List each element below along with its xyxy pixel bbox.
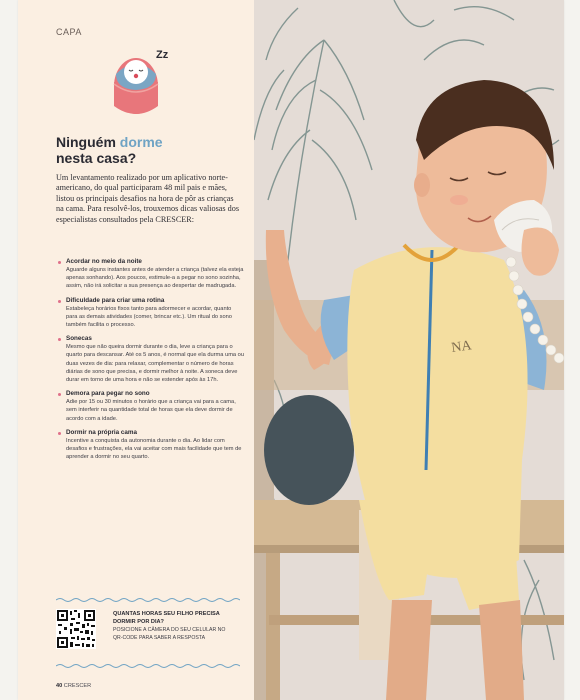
headline-part2: nesta casa?: [56, 150, 137, 166]
tip-body: Incentive a conquista da autonomia durante o dia. Ao lidar com desafios e frustrações, ela vai aceitar com mais facilidade que tem de aprender a dormir no seu quarto.: [66, 437, 242, 461]
zz-text: Zz: [156, 49, 169, 61]
tip-title: Dificuldade para criar uma rotina: [66, 296, 165, 304]
magazine-page: [18, 0, 564, 700]
pajama-logo-text: NA: [450, 338, 473, 356]
article-column: [18, 0, 254, 700]
tip-body: Estabeleça horários fixos tanto para adormecer e acordar, quanto para as demais atividades (comer, brincar etc.). Um ritual do sono também facilita o processo.: [66, 305, 232, 329]
sleeping-baby-icon: [106, 44, 176, 119]
tip-item: [58, 390, 244, 423]
qr-title: QUANTAS HORAS SEU FILHO PRECISA DORMIR POR DIA?: [113, 611, 220, 625]
tip-item: [58, 258, 244, 291]
wave-divider-bottom: [56, 663, 240, 669]
bullet-dot-icon: [58, 432, 61, 435]
footer-brand: CRESCER: [63, 683, 92, 689]
headline: [56, 134, 246, 166]
photo-child-sleeping-with-toy-phone: [254, 0, 564, 700]
tip-body: Mesmo que não queira dormir durante o dia, leve a criança para o quarto para descansar. Até os 5 anos, é normal que ela durma uma ou duas vezes de dia: para relaxar, complementar o número de horas diárias de sono que precisa, e dormir melhor à noite. A soneca deve durar em torno de uma hora e não se estender após às 17h.: [66, 344, 245, 384]
headline-part1: Ninguém: [56, 134, 116, 150]
wave-divider-top: [56, 597, 240, 603]
bullet-dot-icon: [58, 338, 61, 341]
bullet-dot-icon: [58, 261, 61, 264]
tip-body: Adie por 15 ou 30 minutos o horário que a criança vai para a cama, sem interferir na quantidade total de horas que ela deve dormir de acordo com a idade.: [66, 399, 236, 422]
tip-title: Dormir na própria cama: [66, 428, 138, 436]
tips-list: [58, 258, 244, 467]
tip-item: [58, 335, 244, 384]
tip-body: Aguarde alguns instantes antes de atender a criança (talvez ela esteja apenas sonhando). Aos poucos, estimule-a a pegar no sono sozinha, assim, não irá solicitar a sua presença ao despertar de madrugada.: [66, 267, 244, 290]
tip-title: Demora para pegar no sono: [66, 390, 150, 398]
tip-item: [58, 429, 244, 462]
intro-paragraph: Um levantamento realizado por um aplicativo norte-americano, do qual participaram 48 mil pais e mães, listou os principais desafios na hora de pôr as crianças na cama. Para resolvê-los, trouxemos dicas valiosas dos especialistas consultados pela CRESCER:: [56, 173, 240, 224]
bullet-dot-icon: [58, 393, 61, 396]
qr-instructions: POSICIONE A CÂMERA DO SEU CELULAR NO QR-CODE PARA SABER A RESPOSTA: [113, 627, 226, 641]
qr-code[interactable]: [56, 609, 96, 649]
page-number: 40: [56, 683, 63, 689]
tip-item: [58, 297, 244, 330]
page-footer: [56, 683, 91, 689]
tip-title: Sonecas: [66, 335, 92, 343]
section-label: CAPA: [56, 27, 82, 37]
headline-accent: dorme: [119, 134, 163, 150]
tip-title: Acordar no meio da noite: [66, 258, 142, 265]
bullet-dot-icon: [58, 300, 61, 303]
